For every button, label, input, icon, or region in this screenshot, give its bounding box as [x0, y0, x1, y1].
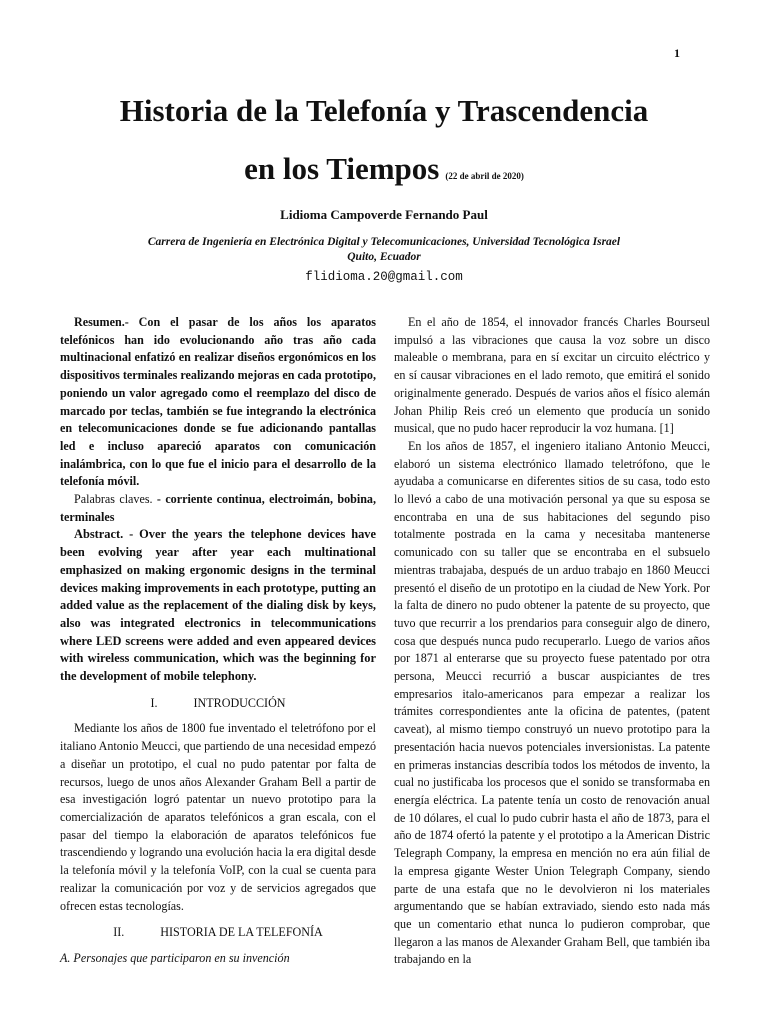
- section-heading-historia: [60, 924, 376, 942]
- keywords-paragraph: [60, 491, 376, 526]
- section-heading-introduccion: [60, 695, 376, 713]
- right-column: [394, 314, 710, 969]
- subsection-heading: A. Personajes que participaron en su invención: [60, 950, 290, 965]
- keywords-label: Palabras claves.: [74, 492, 153, 507]
- author-name: Lidioma Campoverde Fernando Paul: [280, 207, 488, 222]
- resumen-paragraph: Resumen.- Con el pasar de los años los aparatos telefónicos han ido evolucionando año tras año cada multinacional enfatizó en realizar diseños ergonómicos en los dispositivos terminales realizando mejoras en cada prototipo, poniendo un valor agregado como el reemplazo del disco de marcado por teclas, también se fue integrando la electrónica en telecomunicaciones donde se fue adicionando pantallas led e incluso apareció aparatos con comunicación inalámbrica, con lo que fue el inicio para el desarrollo de la telefonía móvil.: [60, 315, 376, 489]
- page-number: 1: [674, 46, 680, 60]
- abstract-paragraph: Abstract. - Over the years the telephone devices have been evolving year after year each multinational emphasized on making ergonomic designs in the terminal devices making improvements in each prototype, putting an added value as the replacement of the dialing disk by keys, also was integrated electronics in telecommunications where LED screens were added and even appeared devices with wireless communication, which was the beginning for the development of mobile telephony.: [60, 527, 376, 684]
- section-number: I.: [150, 695, 158, 710]
- affiliation-line1: Carrera de Ingeniería en Electrónica Digital y Telecomunicaciones, Universidad Tecnológica Israel: [147, 236, 621, 248]
- body-paragraph: En el año de 1854, el innovador francés Charles Bourseul impulsó a las vibraciones que causa la voz sobre un disco maleable o membrana, para en sí excitar un circuito eléctrico y en sí causar vibraciones en el lado remoto, que emitirá el sonido originalmente generado. Después de varios años el físico alemán Johan Philip Reis creó un elemento que producía un sonido musical, que no pudo hacer reproducir la voz humana. [1]: [394, 315, 710, 436]
- paper-title-line1: Historia de la Telefonía y Trascendencia: [119, 93, 649, 128]
- paper-title-line2: [60, 150, 708, 187]
- keywords-text: - corriente continua, electroimán, bobina, terminales: [60, 492, 376, 524]
- left-column: [60, 314, 376, 968]
- paper-date: (22 de abril de 2020): [445, 171, 524, 181]
- affiliation-line2: Quito, Ecuador: [347, 250, 421, 263]
- paper-title-line2-text: en los Tiempos: [244, 151, 440, 186]
- section-title: HISTORIA DE LA TELEFONÍA: [160, 925, 323, 940]
- intro-paragraph: Mediante los años de 1800 fue inventado el teletrófono por el italiano Antonio Meucci, que partiendo de una necesidad empezó a diseñar un prototipo, el cual no pudo patentar por falta de recursos, luego de unos años Alexander Graham Bell a partir de esa investigación logró patentar un nuevo prototipo para la comercialización de aparatos telefónicos a gran escala, con el pasar del tiempo la elaboración de aparatos telefónicos fue trascendiendo y logrando una evolución hacia la era digital desde la telefonía móvil y la telefonía VoIP, con la cual se cuenta para realizar la comunicación por voz y de servicios agregados que ofrecen estas tecnologías.: [60, 721, 377, 913]
- affiliation: [120, 235, 648, 265]
- body-paragraph: En los años de 1857, el ingeniero italiano Antonio Meucci, elaboró un sistema electrónico llamado teletrófono, que le ayudaba a comunicarse en diferentes sitios de su casa, todo esto lo llevó a cabo de una motivación personal ya que su esposa se encontraba en una de sus habitaciones del segundo piso totalmente postrada en la cama y necesitaba mantenerse comunicado con su taller que se encontraba en el subsuelo mientras trabajaba, después de un arduo trabajo en 1860 Meucci presentó el diseño de un prototipo en la ciudad de New York. Por la falta de dinero no pudo obtener la patente de su proyecto, que tuvo que recurrir a los prendarios para conseguir algo de dinero, cosa que después nunca pudo recuperarlo. Luego de varios años por 1871 al enterarse que su proyecto fuese patentado por otra persona, Meucci recurrió a buscar auspiciantes de tres empresarios italo-americanos para empezar a realizar los trámites correspondientes ante la oficina de patentes, (patent caveat), al mismo tiempo construyó un nuevo prototipo para la presentación hacia nuevos potenciales inversionistas. La patente en primeras instancias describía todos los métodos de invento, la cual no justificaba los procesos que el sonido se transformaba en energía eléctrica. La patente tenía un costo de renovación anual de 10 dólares, el cual lo pudo cubrir hasta el año de 1873, para el año de 1874 ofertó la patente y el prototipo a la American Distric Telegraph Company, la empresa en mención no era aún filial de la empresa gigante Wester Union Telegraph Company, siendo parte de una estafa que no le devolvieron ni los materiales argumentando que se habían extraviado, siendo esto nada más que un comentario ethat nunca lo pudieron comprobar, que llegaron a las manos de Alexander Graham Bell, que también iba trabajando en la: [394, 438, 710, 967]
- section-title: INTRODUCCIÓN: [193, 695, 286, 710]
- author-email: flidioma.20@gmail.com: [305, 270, 463, 284]
- section-number: II.: [113, 925, 125, 940]
